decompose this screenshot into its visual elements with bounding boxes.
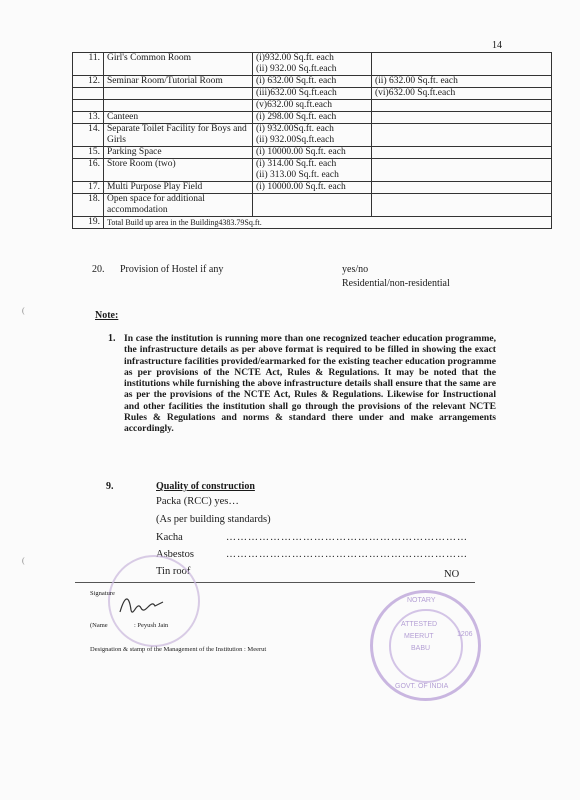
facility-name: Girl's Common Room [104, 53, 253, 76]
area-column-1 [253, 159, 372, 182]
row-number: 19. [73, 217, 104, 229]
facility-name: Canteen [104, 112, 253, 124]
table-row [73, 147, 552, 159]
area-column-1 [253, 76, 372, 88]
area-column-2 [372, 182, 552, 194]
row-number [73, 88, 104, 100]
table-row [73, 112, 552, 124]
row-number: 14. [73, 124, 104, 147]
table-row [73, 182, 552, 194]
area-column-1 [253, 194, 372, 217]
row-number: 17. [73, 182, 104, 194]
row-number: 13. [73, 112, 104, 124]
facility-name: Open space for additional accommodation [104, 194, 253, 217]
table-row-total [73, 217, 552, 229]
row20-number: 20. [92, 264, 105, 275]
area-value: (ii) 313.00 Sq.ft. each [256, 170, 339, 180]
facility-name: Store Room (two) [104, 159, 253, 182]
facility-name [104, 88, 253, 100]
table-row [73, 159, 552, 182]
quality-kacha: Kacha [156, 532, 183, 543]
table-row [73, 53, 552, 76]
area-value: (i) 632.00 Sq.ft. each [256, 76, 337, 86]
area-column-2: (vi)632.00 Sq.ft.each [372, 88, 552, 100]
facility-name: Seminar Room/Tutorial Room [104, 76, 253, 88]
quality-asbestos: Asbestos [156, 549, 194, 560]
area-value: (i)932.00 Sq.ft. each [256, 53, 334, 63]
quality-title: Quality of construction [156, 481, 255, 492]
area-column-2 [372, 194, 552, 217]
page-number: 14 [492, 40, 502, 51]
quality-tin-roof: Tin roof [156, 566, 191, 577]
margin-mark-2: ( [22, 556, 25, 565]
stamp-name-text: BABU [411, 645, 431, 652]
stamp-gov-text: GOVT. OF INDIA [395, 683, 449, 690]
area-column-2 [372, 100, 552, 112]
signature [115, 590, 175, 620]
kacha-dots: ………………………………………………………… [226, 532, 468, 543]
note-number: 1. [108, 333, 116, 344]
facility-name: Parking Space [104, 147, 253, 159]
row20-label: Provision of Hostel if any [120, 264, 224, 275]
area-column-1 [253, 112, 372, 124]
note-text: In case the institution is running more than one recognized teacher education programme, the infrastructure details as per above format is required to be filled in showing the exact infrastructure facilities provided/earmarked for the existing teacher education programme as per provisions of the NCTE Act, Rules & Regulations. It may be noted that the institutions while furnishing the above infrastructure details shall ensure that the same are as per the provisions of the NCTE Act, Rules & Regulations. Likewise for Instructional and other facilities the institution shall go through the provisions of the relevant NCTE Rules & Regulations and norms & standard there under and make arrangements accordingly. [124, 333, 496, 435]
quality-standards: (As per building standards) [156, 514, 271, 525]
area-value: (i) 314.00 Sq.ft. each [256, 159, 337, 169]
row-number: 11. [73, 53, 104, 76]
row-number: 15. [73, 147, 104, 159]
row20-residential: Residential/non-residential [342, 278, 450, 289]
table-row [73, 100, 552, 112]
area-column-2: (ii) 632.00 Sq.ft. each [372, 76, 552, 88]
area-column-1 [253, 88, 372, 100]
area-value: (i) 10000.00 Sq.ft. each [256, 182, 346, 192]
area-column-2 [372, 159, 552, 182]
quality-number: 9. [106, 481, 114, 492]
name-label: (Name [90, 622, 108, 629]
area-value: (i) 298.00 Sq.ft. each [256, 112, 337, 122]
area-column-2 [372, 147, 552, 159]
area-column-1 [253, 100, 372, 112]
table-row [73, 76, 552, 88]
area-value: (ii) 932.00Sq.ft.each [256, 135, 335, 145]
name-value: : Peyush Jain [134, 622, 169, 629]
stamp-number-text: 1206 [457, 631, 473, 638]
notary-stamp [370, 590, 481, 701]
area-value: (i) 10000.00 Sq.ft. each [256, 147, 346, 157]
stamp-notary-text: NOTARY [407, 597, 436, 604]
quality-no: NO [444, 569, 460, 580]
table-row [73, 88, 552, 100]
margin-mark-1: ( [22, 306, 25, 315]
area-column-1 [253, 147, 372, 159]
facility-name: Multi Purpose Play Field [104, 182, 253, 194]
stamp-meerut-text: MEERUT [404, 633, 434, 640]
note-title: Note: [95, 310, 119, 321]
area-value [256, 194, 368, 205]
total-build-up-area: Total Build up area in the Building4383.79Sq.ft. [104, 217, 552, 229]
area-value: (iii)632.00 Sq.ft.each [256, 88, 337, 98]
signature-label: Signature [90, 590, 115, 597]
area-value: (ii) 932.00 Sq.ft.each [256, 64, 337, 74]
facility-name [104, 100, 253, 112]
area-column-2 [372, 124, 552, 147]
row-number: 16. [73, 159, 104, 182]
row-number [73, 100, 104, 112]
row-number: 12. [73, 76, 104, 88]
quality-packa: Packa (RCC) yes… [156, 496, 239, 507]
area-value: (i) 932.00Sq.ft. each [256, 124, 334, 134]
table-row [73, 124, 552, 147]
area-value: (v)632.00 sq.ft.each [256, 100, 332, 110]
stamp-attested-text: ATTESTED [401, 621, 438, 628]
table-row [73, 194, 552, 217]
area-column-1 [253, 53, 372, 76]
area-column-2 [372, 53, 552, 76]
infrastructure-table [72, 52, 552, 229]
asbestos-dots: ………………………………………………………… [226, 549, 468, 560]
row20-yesno: yes/no [342, 264, 369, 275]
row-number: 18. [73, 194, 104, 217]
facility-name: Separate Toilet Facility for Boys and Girls [104, 124, 253, 147]
designation-label: Designation & stamp of the Management of the Institution : Meerut [90, 646, 267, 653]
area-column-1 [253, 182, 372, 194]
area-column-2 [372, 112, 552, 124]
area-column-1 [253, 124, 372, 147]
